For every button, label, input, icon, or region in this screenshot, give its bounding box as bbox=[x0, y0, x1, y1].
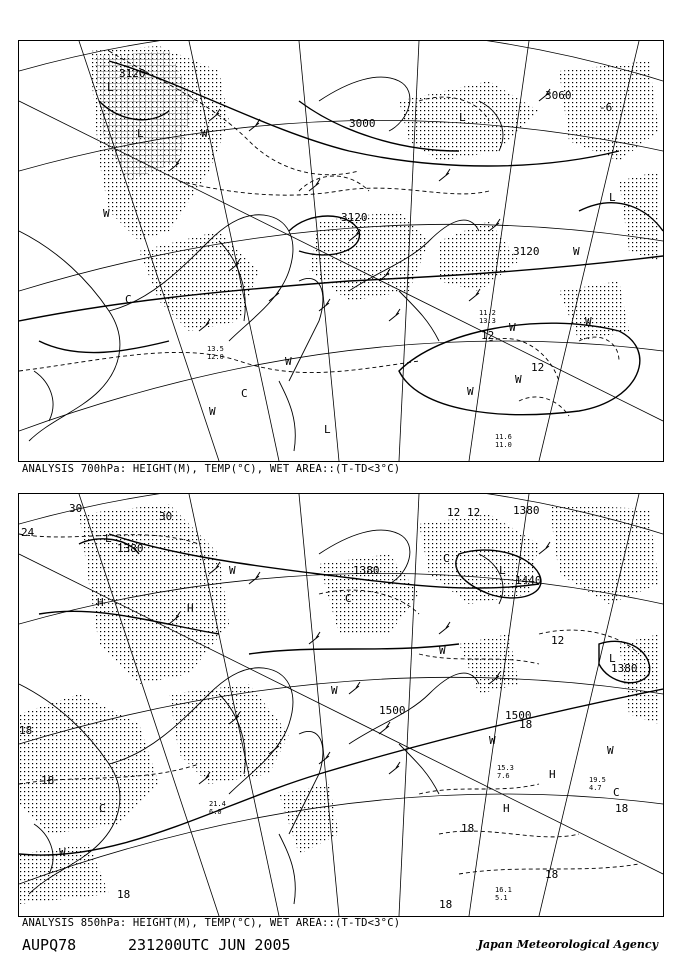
high-marker: H bbox=[97, 596, 104, 609]
high-marker: H bbox=[187, 602, 194, 615]
station-value: 21.4 bbox=[209, 800, 226, 808]
warm-marker: W bbox=[209, 405, 216, 418]
wet-areas bbox=[19, 504, 659, 904]
station-value: 11.0 bbox=[495, 441, 512, 449]
contour-label: 1380 bbox=[611, 662, 638, 675]
warm-marker: W bbox=[585, 315, 592, 328]
contour-label: 12 bbox=[531, 361, 545, 374]
cold-marker: C bbox=[99, 802, 106, 815]
warm-marker: W bbox=[509, 321, 516, 334]
contour-label: 30 bbox=[69, 502, 83, 515]
warm-marker: W bbox=[59, 846, 66, 859]
contour-label: 18 bbox=[461, 822, 475, 835]
cold-marker: C bbox=[613, 786, 620, 799]
contour-label: 18 bbox=[519, 718, 533, 731]
station-values bbox=[207, 309, 512, 449]
station-value: 15.3 bbox=[497, 764, 514, 772]
cold-marker: C bbox=[241, 387, 248, 400]
low-marker: L bbox=[324, 423, 331, 436]
low-marker: L bbox=[105, 532, 112, 545]
contour-label: 18 bbox=[615, 802, 629, 815]
warm-marker: W bbox=[467, 385, 474, 398]
contour-label: 1380 bbox=[353, 564, 380, 577]
station-value: 13.5 bbox=[207, 345, 224, 353]
agency-name: Japan Meteorological Agency bbox=[477, 938, 658, 951]
contour-label: 3000 bbox=[349, 117, 376, 130]
warm-marker: W bbox=[103, 207, 110, 220]
low-marker: L bbox=[107, 81, 114, 94]
station-value: 11.6 bbox=[495, 433, 512, 441]
station-value: 13.3 bbox=[479, 317, 496, 325]
contour-label: 3060 bbox=[545, 89, 572, 102]
contour-label: 3120 bbox=[341, 211, 368, 224]
map-850hpa bbox=[19, 494, 663, 916]
station-value: 5.1 bbox=[495, 894, 508, 902]
station-values bbox=[209, 764, 606, 902]
contour-label: 1380 bbox=[513, 504, 540, 517]
warm-marker: W bbox=[489, 734, 496, 747]
contour-label: -6 bbox=[599, 101, 613, 114]
low-marker: L bbox=[609, 191, 616, 204]
map-panel-850hpa bbox=[18, 493, 664, 917]
contour-label: 12 bbox=[467, 506, 481, 519]
map-700hpa bbox=[19, 41, 663, 461]
contour-label: 18 bbox=[545, 868, 559, 881]
high-marker: H bbox=[549, 768, 556, 781]
warm-marker: W bbox=[439, 644, 446, 657]
low-marker: L bbox=[459, 111, 466, 124]
warm-marker: W bbox=[515, 373, 522, 386]
warm-marker: W bbox=[331, 684, 338, 697]
high-marker: H bbox=[503, 802, 510, 815]
warm-marker: W bbox=[229, 564, 236, 577]
station-value: 19.5 bbox=[589, 776, 606, 784]
station-value: 11.2 bbox=[479, 309, 496, 317]
cold-marker: C bbox=[125, 293, 132, 306]
caption-700hpa: ANALYSIS 700hPa: HEIGHT(M), TEMP(°C), WET AREA::(T-TD<3°C) bbox=[22, 463, 401, 475]
contour-label: 18 bbox=[41, 774, 55, 787]
caption-850hpa: ANALYSIS 850hPa: HEIGHT(M), TEMP(°C), WET AREA::(T-TD<3°C) bbox=[22, 917, 401, 929]
contour-label: 1440 bbox=[515, 574, 542, 587]
valid-time: 231200UTC JUN 2005 bbox=[128, 936, 291, 954]
contour-label: 1380 bbox=[117, 542, 144, 555]
contour-label: 12 bbox=[447, 506, 461, 519]
contour-label: 1500 bbox=[505, 709, 532, 722]
station-value: 12.0 bbox=[207, 353, 224, 361]
station-value: 4.7 bbox=[589, 784, 602, 792]
warm-marker: W bbox=[285, 355, 292, 368]
warm-marker: W bbox=[607, 744, 614, 757]
station-value: 7.6 bbox=[497, 772, 510, 780]
contour-label: 12 bbox=[551, 634, 565, 647]
low-marker: L bbox=[609, 652, 616, 665]
contour-label: 1500 bbox=[379, 704, 406, 717]
contour-label: 18 bbox=[19, 724, 33, 737]
map-panel-700hpa bbox=[18, 40, 664, 462]
warm-marker: W bbox=[201, 127, 208, 140]
cold-marker: C bbox=[345, 592, 352, 605]
low-marker: L bbox=[499, 564, 506, 577]
warm-marker: W bbox=[573, 245, 580, 258]
station-value: 16.1 bbox=[495, 886, 512, 894]
contour-label: 12 bbox=[481, 329, 495, 342]
contour-label: 24 bbox=[21, 526, 35, 539]
product-code: AUPQ78 bbox=[22, 936, 77, 954]
cold-marker: C bbox=[443, 552, 450, 565]
contour-label: 3120 bbox=[513, 245, 540, 258]
station-value: 6.0 bbox=[209, 808, 222, 816]
contour-label: 18 bbox=[117, 888, 131, 901]
contour-label: 30 bbox=[159, 510, 173, 523]
low-marker: L bbox=[137, 127, 144, 140]
contour-label: 18 bbox=[439, 898, 453, 911]
contour-label: 3120 bbox=[119, 67, 146, 80]
